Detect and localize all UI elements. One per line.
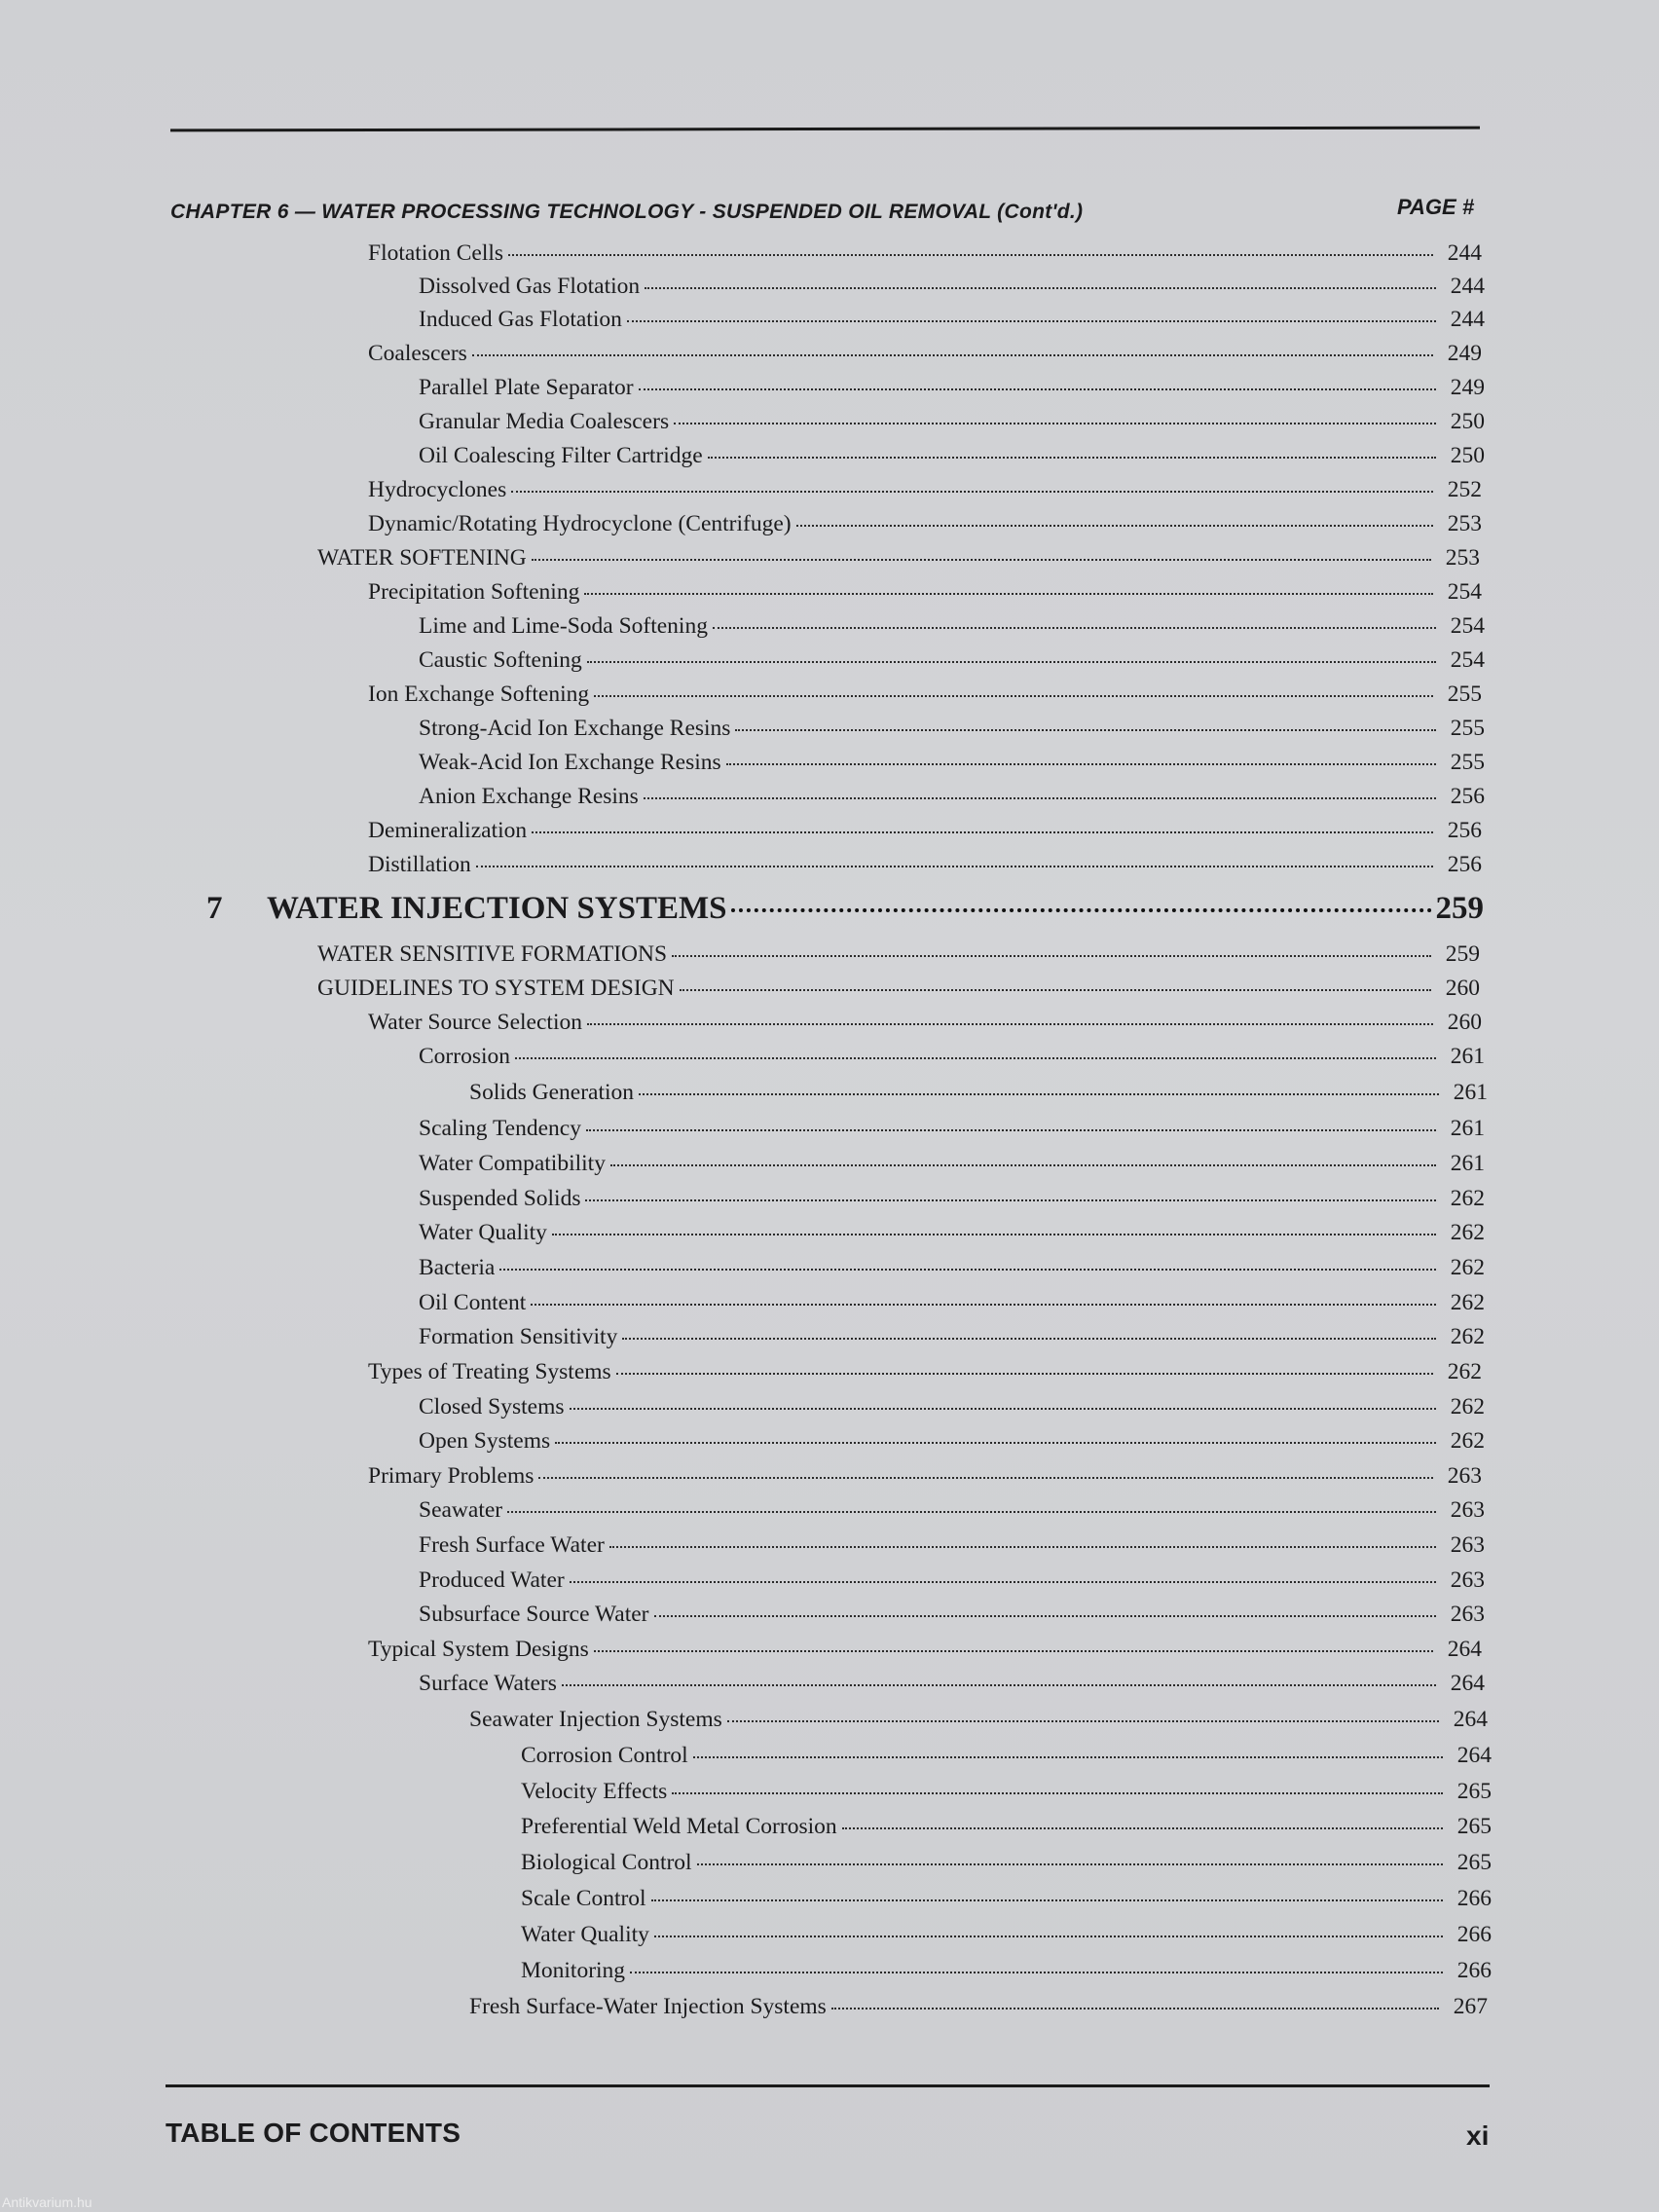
toc-entry-label: Water Source Selection xyxy=(368,1010,582,1035)
toc-entry-page: 256 xyxy=(1447,852,1482,877)
toc-entry-page: 255 xyxy=(1447,682,1482,707)
toc-entry-page: 262 xyxy=(1450,1290,1485,1315)
dot-leader xyxy=(654,1615,1436,1617)
toc-entry-label: Produced Water xyxy=(419,1567,565,1593)
toc-entry xyxy=(419,407,1485,436)
toc-entry xyxy=(317,940,1480,969)
toc-entry-label: Coalescers xyxy=(368,341,467,366)
chapter-7-entry xyxy=(206,891,1484,927)
toc-entry xyxy=(419,714,1485,743)
toc-entry-label: Open Systems xyxy=(419,1428,551,1454)
toc-entry-label: Primary Problems xyxy=(368,1463,535,1489)
chapter-page: 259 xyxy=(1435,891,1484,926)
toc-entry xyxy=(368,475,1482,504)
toc-entry xyxy=(419,1184,1485,1213)
toc-entry-label: Precipitation Softening xyxy=(368,579,580,605)
toc-entry-page: 262 xyxy=(1450,1220,1485,1245)
toc-entry-label: Water Quality xyxy=(419,1220,547,1245)
dot-leader xyxy=(515,1057,1436,1059)
toc-entry xyxy=(419,782,1485,811)
dot-leader xyxy=(735,729,1436,731)
toc-entry xyxy=(469,1705,1488,1734)
dot-leader xyxy=(562,1684,1436,1686)
dot-leader xyxy=(672,955,1431,957)
dot-leader xyxy=(639,388,1436,390)
toc-entry xyxy=(469,1078,1488,1107)
toc-entry-label: WATER SOFTENING xyxy=(317,545,527,571)
toc-entry-label: Preferential Weld Metal Corrosion xyxy=(521,1814,837,1839)
dot-leader xyxy=(472,354,1433,356)
toc-entry-label: Velocity Effects xyxy=(521,1779,668,1804)
toc-entry-page: 253 xyxy=(1445,545,1480,571)
toc-entry-label: Monitoring xyxy=(521,1958,626,1983)
toc-entry xyxy=(419,1042,1485,1071)
dot-leader xyxy=(587,1023,1433,1025)
dot-leader xyxy=(555,1442,1436,1444)
toc-entry-label: Dynamic/Rotating Hydrocyclone (Centrifuge) xyxy=(368,511,792,536)
dot-leader xyxy=(831,2008,1439,2009)
dot-leader xyxy=(476,866,1433,867)
toc-entry-label: Strong-Acid Ion Exchange Resins xyxy=(419,716,731,741)
toc-entry xyxy=(469,1992,1488,2021)
toc-entry-page: 256 xyxy=(1450,784,1485,809)
toc-entry-label: Scale Control xyxy=(521,1886,646,1911)
toc-entry-label: Ion Exchange Softening xyxy=(368,682,590,707)
toc-entry-page: 265 xyxy=(1456,1850,1492,1875)
toc-entry-page: 250 xyxy=(1450,409,1485,434)
toc-entry-page: 244 xyxy=(1447,240,1482,266)
dot-leader xyxy=(672,1792,1443,1794)
toc-entry-page: 264 xyxy=(1447,1637,1482,1662)
toc-entry-page: 249 xyxy=(1447,341,1482,366)
dot-leader xyxy=(508,254,1433,256)
toc-entry xyxy=(521,1920,1492,1949)
toc-entry-label: Water Compatibility xyxy=(419,1151,606,1176)
dot-leader xyxy=(654,1936,1443,1937)
toc-entry-label: Water Quality xyxy=(521,1922,649,1947)
toc-entry-label: Types of Treating Systems xyxy=(368,1359,611,1384)
toc-entry-label: GUIDELINES TO SYSTEM DESIGN xyxy=(317,976,675,1001)
dot-leader xyxy=(587,661,1436,663)
toc-entry xyxy=(368,1357,1482,1386)
toc-entry xyxy=(521,1777,1492,1806)
toc-entry-label: Surface Waters xyxy=(419,1671,557,1696)
toc-entry-page: 255 xyxy=(1450,716,1485,741)
toc-entry-page: 263 xyxy=(1447,1463,1482,1489)
toc-entry-page: 254 xyxy=(1447,579,1482,605)
dot-leader xyxy=(727,1720,1439,1722)
dot-leader xyxy=(645,287,1436,289)
toc-entry-label: Solids Generation xyxy=(469,1080,635,1105)
toc-entry-page: 263 xyxy=(1450,1532,1485,1558)
dot-leader xyxy=(511,491,1433,493)
toc-entry xyxy=(368,509,1482,538)
toc-entry-label: Flotation Cells xyxy=(368,240,504,266)
dot-leader xyxy=(552,1234,1436,1235)
toc-entry xyxy=(368,339,1482,368)
bottom-rule xyxy=(166,2084,1490,2087)
dot-leader xyxy=(538,1477,1433,1479)
toc-entry-page: 250 xyxy=(1450,443,1485,468)
dot-leader xyxy=(616,1373,1433,1375)
toc-entry-label: Parallel Plate Separator xyxy=(419,375,634,400)
toc-entry xyxy=(368,577,1482,607)
toc-entry-label: Fresh Surface-Water Injection Systems xyxy=(469,1994,827,2019)
toc-entry-label: Seawater Injection Systems xyxy=(469,1707,722,1732)
dot-leader xyxy=(594,1650,1433,1652)
dot-leader xyxy=(644,797,1436,799)
toc-entry-label: Formation Sensitivity xyxy=(419,1324,618,1349)
toc-entry-page: 265 xyxy=(1456,1814,1492,1839)
dot-leader xyxy=(531,1304,1436,1306)
toc-entry-page: 266 xyxy=(1456,1922,1492,1947)
toc-entry-label: Caustic Softening xyxy=(419,647,582,673)
toc-entry-label: Granular Media Coalescers xyxy=(419,409,670,434)
toc-entry-page: 261 xyxy=(1450,1116,1485,1141)
toc-entry xyxy=(368,850,1482,879)
toc-entry-page: 262 xyxy=(1450,1186,1485,1211)
toc-entry xyxy=(419,611,1485,641)
toc-entry-page: 262 xyxy=(1450,1324,1485,1349)
toc-entry-page: 263 xyxy=(1450,1497,1485,1523)
toc-entry-page: 256 xyxy=(1447,818,1482,843)
toc-entry-page: 259 xyxy=(1445,941,1480,967)
dot-leader xyxy=(622,1338,1436,1340)
dot-leader xyxy=(630,1972,1443,1973)
toc-entry-page: 254 xyxy=(1450,613,1485,639)
toc-entry-page: 255 xyxy=(1450,750,1485,775)
dot-leader xyxy=(594,695,1433,697)
toc-entry-label: Anion Exchange Resins xyxy=(419,784,639,809)
toc-entry-label: Seawater xyxy=(419,1497,503,1523)
toc-entry-page: 261 xyxy=(1453,1080,1488,1105)
toc-entry-page: 249 xyxy=(1450,375,1485,400)
toc-entry xyxy=(317,543,1480,572)
page-column-label: PAGE # xyxy=(1397,195,1475,219)
toc-entry xyxy=(419,748,1485,777)
toc-entry-page: 263 xyxy=(1450,1602,1485,1627)
dot-leader xyxy=(796,525,1433,527)
dot-leader xyxy=(532,559,1431,561)
toc-entry-page: 253 xyxy=(1447,511,1482,536)
toc-entry-label: Oil Coalescing Filter Cartridge xyxy=(419,443,703,468)
dot-leader xyxy=(651,1899,1443,1901)
toc-entry-label: Weak-Acid Ion Exchange Resins xyxy=(419,750,721,775)
toc-entry-label: Suspended Solids xyxy=(419,1186,581,1211)
toc-entry xyxy=(419,1114,1485,1143)
dot-leader xyxy=(697,1863,1443,1865)
toc-entry-label: Scaling Tendency xyxy=(419,1116,581,1141)
dot-leader xyxy=(507,1511,1436,1513)
chapter-number: 7 xyxy=(206,891,223,926)
toc-entry-label: Oil Content xyxy=(419,1290,527,1315)
toc-entry-page: 262 xyxy=(1450,1428,1485,1454)
toc-entry-page: 267 xyxy=(1453,1994,1488,2019)
dot-leader xyxy=(639,1093,1439,1095)
toc-entry-page: 254 xyxy=(1450,647,1485,673)
dot-leader xyxy=(693,1756,1443,1758)
toc-entry-page: 260 xyxy=(1447,1010,1482,1035)
toc-entry xyxy=(419,272,1485,301)
toc-entry-label: Bacteria xyxy=(419,1255,496,1280)
dot-leader xyxy=(731,908,1432,912)
dot-leader xyxy=(708,457,1436,459)
toc-entry-page: 264 xyxy=(1456,1743,1492,1768)
toc-entry-label: Lime and Lime-Soda Softening xyxy=(419,613,708,639)
toc-entry-page: 261 xyxy=(1450,1044,1485,1069)
toc-entry xyxy=(419,1669,1485,1698)
dot-leader xyxy=(585,1199,1436,1201)
dot-leader xyxy=(570,1408,1436,1410)
toc-entry xyxy=(419,1253,1485,1282)
toc-entry-page: 244 xyxy=(1450,274,1485,299)
toc-entry-label: Closed Systems xyxy=(419,1394,565,1419)
toc-entry xyxy=(419,1600,1485,1629)
toc-entry xyxy=(419,1288,1485,1317)
toc-entry xyxy=(368,1461,1482,1491)
toc-entry-page: 244 xyxy=(1450,307,1485,332)
toc-entry-page: 265 xyxy=(1456,1779,1492,1804)
toc-entry xyxy=(521,1956,1492,1985)
toc-entry-label: Induced Gas Flotation xyxy=(419,307,622,332)
dot-leader xyxy=(674,423,1436,424)
toc-entry xyxy=(368,816,1482,845)
toc-entry-label: Hydrocyclones xyxy=(368,477,507,502)
toc-entry xyxy=(521,1812,1492,1841)
toc-entry xyxy=(419,1392,1485,1421)
dot-leader xyxy=(726,763,1436,765)
toc-entry xyxy=(419,373,1485,402)
chapter-header: CHAPTER 6 — WATER PROCESSING TECHNOLOGY - SUSPENDED OIL REMOVAL (Cont'd.) xyxy=(170,201,1084,223)
toc-entry-label: Corrosion Control xyxy=(521,1743,688,1768)
toc-entry-page: 263 xyxy=(1450,1567,1485,1593)
toc-entry-label: Dissolved Gas Flotation xyxy=(419,274,641,299)
toc-entry xyxy=(317,974,1480,1003)
toc-entry xyxy=(368,680,1482,709)
toc-entry xyxy=(521,1884,1492,1913)
toc-entry xyxy=(419,305,1485,334)
toc-entry xyxy=(419,1426,1485,1456)
toc-entry-page: 266 xyxy=(1456,1958,1492,1983)
toc-entry xyxy=(419,1566,1485,1595)
dot-leader xyxy=(609,1546,1436,1548)
toc-entry-label: Subsurface Source Water xyxy=(419,1602,649,1627)
dot-leader xyxy=(586,1129,1436,1131)
dot-leader xyxy=(499,1269,1436,1271)
toc-entry-label: WATER SENSITIVE FORMATIONS xyxy=(317,941,668,967)
toc-entry xyxy=(419,1495,1485,1525)
toc-entry-label: Biological Control xyxy=(521,1850,692,1875)
toc-entry-label: Corrosion xyxy=(419,1044,510,1069)
toc-entry-page: 262 xyxy=(1447,1359,1482,1384)
dot-leader xyxy=(532,831,1433,833)
toc-entry-page: 260 xyxy=(1445,976,1480,1001)
toc-entry-page: 252 xyxy=(1447,477,1482,502)
toc-entry-label: Distillation xyxy=(368,852,471,877)
toc-entry-page: 264 xyxy=(1450,1671,1485,1696)
toc-entry xyxy=(368,239,1482,268)
toc-entry-page: 261 xyxy=(1450,1151,1485,1176)
toc-entry xyxy=(419,1530,1485,1560)
dot-leader xyxy=(713,627,1436,629)
toc-entry xyxy=(368,1635,1482,1664)
toc-entry-label: Typical System Designs xyxy=(368,1637,589,1662)
footer-section-title: TABLE OF CONTENTS xyxy=(166,2118,461,2148)
dot-leader xyxy=(680,989,1431,991)
chapter-title: WATER INJECTION SYSTEMS xyxy=(267,891,727,926)
top-rule xyxy=(170,127,1480,132)
toc-entry xyxy=(419,645,1485,675)
dot-leader xyxy=(610,1164,1436,1166)
dot-leader xyxy=(570,1581,1436,1583)
toc-entry-page: 266 xyxy=(1456,1886,1492,1911)
toc-entry-page: 264 xyxy=(1453,1707,1488,1732)
watermark: Antikvarium.hu xyxy=(2,2194,92,2210)
toc-entry-label: Fresh Surface Water xyxy=(419,1532,605,1558)
toc-entry xyxy=(368,1008,1482,1037)
footer-page-number: xi xyxy=(1466,2120,1490,2151)
toc-entry-page: 262 xyxy=(1450,1255,1485,1280)
dot-leader xyxy=(627,320,1436,322)
toc-entry xyxy=(419,441,1485,470)
toc-entry xyxy=(419,1218,1485,1247)
toc-entry xyxy=(521,1741,1492,1770)
toc-entry-page: 262 xyxy=(1450,1394,1485,1419)
toc-entry xyxy=(419,1322,1485,1351)
toc-entry xyxy=(419,1149,1485,1178)
toc-entry xyxy=(521,1848,1492,1877)
toc-entry-label: Demineralization xyxy=(368,818,528,843)
dot-leader xyxy=(584,593,1433,595)
dot-leader xyxy=(842,1827,1443,1829)
